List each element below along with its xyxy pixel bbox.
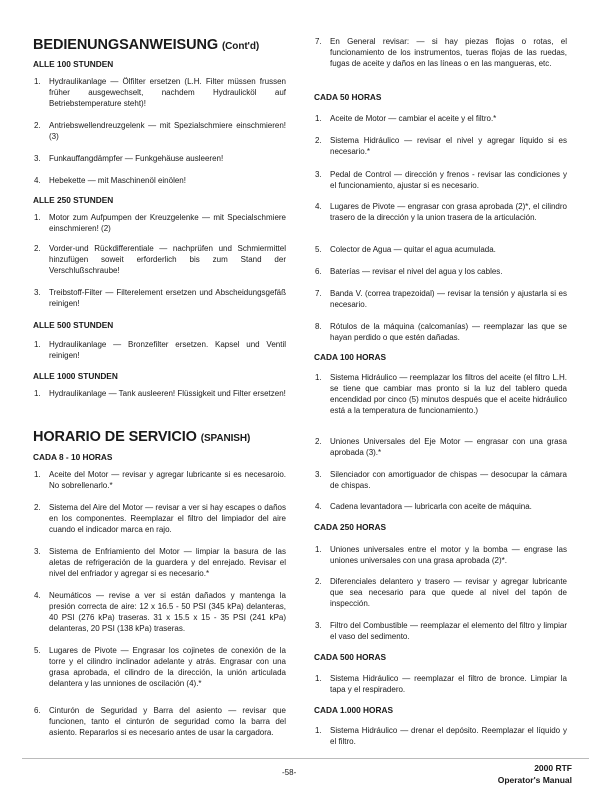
list-item bbox=[314, 321, 567, 343]
item-text: Hydraulikanlage — Tank ausleeren! Flüssigkeit und Filter ersetzen! bbox=[49, 389, 286, 398]
item-text: Cinturón de Seguridad y Barra del asiento — revisar que funcionen, tanto el cinturón de seguridad como la barra del asiento. Repararlos si es necesario antes de usar la cargadora. bbox=[49, 706, 286, 737]
list-item bbox=[33, 546, 286, 579]
item-number: 4. bbox=[34, 176, 41, 185]
list-item bbox=[33, 339, 286, 361]
item-number: 1. bbox=[34, 213, 41, 222]
list-item bbox=[33, 212, 286, 234]
page-number: -58- bbox=[282, 768, 297, 777]
list-item bbox=[33, 705, 286, 738]
section-heading: ALLE 1000 STUNDEN bbox=[33, 371, 118, 381]
item-text: Vorder-und Rückdifferentiale — nachprüfen und Schmiermittel hinzufügen soweit erforderlich bis zum Stand der Verschlußschraube! bbox=[49, 244, 286, 275]
item-number: 1. bbox=[315, 726, 322, 735]
left-column bbox=[33, 0, 286, 792]
item-number: 7. bbox=[315, 289, 322, 298]
item-number: 2. bbox=[315, 437, 322, 446]
list-item bbox=[314, 501, 567, 512]
item-text: Sistema de Enfriamiento del Motor — limpiar la basura de las aletas de refrigeración de la guardera y del enrejado. Revisar el nivel del enfriador y agregar si es necesario.* bbox=[49, 547, 286, 578]
list-item bbox=[314, 169, 567, 191]
page-title bbox=[33, 37, 259, 53]
list-item bbox=[314, 469, 567, 491]
item-text: Lugares de Pivote — engrasar con grasa aprobada (2)*, el cilindro trasero de la dirección y la union trasera de la articulación. bbox=[330, 202, 567, 222]
section-heading: CADA 8 - 10 HORAS bbox=[33, 452, 113, 462]
item-number: 1. bbox=[315, 545, 322, 554]
item-text: Sistema Hidráulico — revisar el nivel y agregar líquido si es necesario.* bbox=[330, 136, 567, 156]
section-heading: CADA 1.000 HORAS bbox=[314, 705, 393, 715]
item-number: 4. bbox=[315, 502, 322, 511]
item-number: 2. bbox=[34, 121, 41, 130]
item-number: 3. bbox=[34, 547, 41, 556]
list-item bbox=[33, 388, 286, 399]
item-text: Hydraulikanlage — Bronzefilter ersetzen. Kapsel und Ventil reinigen! bbox=[49, 340, 286, 360]
item-text: Aceite de Motor — cambiar el aceite y el filtro.* bbox=[330, 114, 497, 123]
item-text: Colector de Agua — quitar el agua acumulada. bbox=[330, 245, 496, 254]
item-text: Antriebswellendreuzgelenk — mit Spezialschmiere einschmieren! (3) bbox=[49, 121, 286, 141]
list-item bbox=[33, 175, 286, 186]
item-text: Sistema Hidráulico — reemplazar el filtro de bronce. Limpiar la tapa y el respiradero. bbox=[330, 674, 567, 694]
item-number: 1. bbox=[315, 114, 322, 123]
list-item bbox=[314, 201, 567, 223]
item-text: Motor zum Aufpumpen der Kreuzgelenke — mit Specialschmiere einschmieren! (2) bbox=[49, 213, 286, 233]
title-text: HORARIO DE SERVICIO bbox=[33, 429, 197, 445]
item-number: 2. bbox=[315, 577, 322, 586]
list-item bbox=[314, 544, 567, 566]
item-number: 5. bbox=[315, 245, 322, 254]
manual-title bbox=[498, 762, 572, 786]
item-number: 1. bbox=[315, 373, 322, 382]
item-text: Rótulos de la máquina (calcomanías) — reemplazar las que se hayan perdido o que estén dañadas. bbox=[330, 322, 567, 342]
item-number: 7. bbox=[315, 37, 322, 46]
list-item bbox=[314, 576, 567, 609]
manual-name: Operator's Manual bbox=[497, 775, 572, 785]
item-text: En General revisar: — si hay piezas flojas o rotas, el funcionamiento de los instrumentos, tueras flojas de las ruedas, fugas de aceite y daños en las líneas o en las mangueras, etc. bbox=[330, 37, 567, 68]
footer-divider bbox=[22, 758, 589, 759]
item-text: Cadena levantadora — lubricarla con aceite de máquina. bbox=[330, 502, 532, 511]
list-item bbox=[33, 243, 286, 276]
item-text: Filtro del Combustible — reemplazar el elemento del filtro y limpiar el vaso del sedimento. bbox=[330, 621, 567, 641]
item-number: 1. bbox=[34, 389, 41, 398]
list-item bbox=[33, 287, 286, 309]
item-text: Pedal de Control — dirección y frenos - revisar las condiciones y el funcionamiento, ajustar si es necesario. bbox=[330, 170, 567, 190]
section-heading: ALLE 500 STUNDEN bbox=[33, 320, 114, 330]
item-text: Banda V. (correa trapezoidal) — revisar la tensión y ajustarla si es necesario. bbox=[330, 289, 567, 309]
item-text: Lugares de Pivote — Engrasar los cojinetes de conexión de la torre y el cilindro inclinador adelante y atrás. Engrasar con una grasa aprobada, el cilindro de la dirección, la unión articulada delantera y las unniones de oscilación (4).* bbox=[49, 646, 286, 688]
list-item bbox=[314, 725, 567, 747]
list-item bbox=[33, 502, 286, 535]
item-number: 4. bbox=[315, 202, 322, 211]
list-item bbox=[314, 620, 567, 642]
item-number: 2. bbox=[34, 503, 41, 512]
item-text: Aceite del Motor — revisar y agregar lubricante si es necesaroio. No sobrellenarlo.* bbox=[49, 470, 286, 490]
item-number: 1. bbox=[34, 77, 41, 86]
item-text: Sistema del Aire del Motor — revisar a ver si hay escapes o daños en los componentes. Reemplazar el filtro del limpiador del aire cuando el indicador marca en rajo. bbox=[49, 503, 286, 534]
item-number: 3. bbox=[315, 170, 322, 179]
list-item bbox=[314, 244, 567, 255]
list-item bbox=[33, 645, 286, 689]
item-number: 1. bbox=[315, 674, 322, 683]
item-number: 6. bbox=[315, 267, 322, 276]
spanish-title bbox=[33, 429, 250, 445]
item-text: Neumáticos — revise a ver si están dañados y mantenga la presión correcta de aire: 12 x 16.5 - 50 PSI (345 kPa) delanteras, 40 PSI (276 kPa) traseras. 31 x 15.5 x 15 - 35 PSI (241 kPa) delanteras, 20 PSI (138 kPa) traseras. bbox=[49, 591, 286, 633]
item-text: Hebekette — mit Maschinenöl einölen! bbox=[49, 176, 186, 185]
model-name: 2000 RTF bbox=[534, 763, 572, 773]
item-number: 1. bbox=[34, 340, 41, 349]
item-number: 4. bbox=[34, 591, 41, 600]
title-suffix: (SPANISH) bbox=[200, 433, 251, 444]
section-heading: CADA 100 HORAS bbox=[314, 352, 387, 362]
list-item bbox=[314, 436, 567, 458]
section-heading: ALLE 100 STUNDEN bbox=[33, 59, 114, 69]
item-text: Sistema Hidráulico — drenar el depósito. Reemplazar el líquido y el filtro. bbox=[330, 726, 567, 746]
list-item bbox=[314, 135, 567, 157]
item-number: 2. bbox=[315, 136, 322, 145]
item-text: Uniones Universales del Eje Motor — engrasar con una grasa aprobada (3).* bbox=[330, 437, 567, 457]
title-text: BEDIENUNGSANWEISUNG bbox=[33, 37, 219, 53]
item-number: 2. bbox=[34, 244, 41, 253]
item-number: 8. bbox=[315, 322, 322, 331]
list-item bbox=[314, 113, 567, 124]
title-suffix: (Cont'd) bbox=[221, 41, 260, 52]
item-text: Hydraulikanlage — Ölfilter ersetzen (L.H. Filter müssen frussen früher ausgewechselt, nachdem Hydraulicköl auf Betriebstemperature steht)! bbox=[49, 77, 286, 108]
item-text: Uniones universales entre el motor y la bomba — engrase las uniones universales con una grasa aprobada (2)*. bbox=[330, 545, 567, 565]
list-item bbox=[33, 590, 286, 634]
list-item bbox=[33, 153, 286, 164]
item-number: 5. bbox=[34, 646, 41, 655]
item-text: Silenciador con amortiguador de chispas — desocupar la cámara de chispas. bbox=[330, 470, 567, 490]
list-item bbox=[314, 673, 567, 695]
list-item bbox=[314, 288, 567, 310]
list-item bbox=[33, 76, 286, 109]
right-column bbox=[314, 0, 567, 792]
item-text: Baterías — revisar el nivel del agua y los cables. bbox=[330, 267, 503, 276]
list-item bbox=[33, 469, 286, 491]
section-heading: CADA 250 HORAS bbox=[314, 522, 387, 532]
item-number: 1. bbox=[34, 470, 41, 479]
item-number: 3. bbox=[315, 621, 322, 630]
section-heading: ALLE 250 STUNDEN bbox=[33, 195, 114, 205]
list-item bbox=[314, 266, 567, 277]
item-text: Treibstoff-Filter — Filterelement ersetzen und Abscheidungsgefäß reinigen! bbox=[49, 288, 286, 308]
list-item bbox=[314, 36, 567, 69]
item-number: 3. bbox=[34, 154, 41, 163]
item-number: 6. bbox=[34, 706, 41, 715]
section-heading: CADA 500 HORAS bbox=[314, 652, 387, 662]
item-number: 3. bbox=[34, 288, 41, 297]
item-text: Sistema Hidráulico — reemplazar los filtros del aceite (el filtro L.H. se tiene que cambiar mas pronto si la luz del tablero queda encendidad por cinco (5) minutos después que el aceite hidráulico está a la temperatura de funcionamiento.) bbox=[330, 373, 567, 415]
item-text: Funkauffangdämpfer — Funkgehäuse ausleeren! bbox=[49, 154, 224, 163]
item-text: Diferenciales delantero y trasero — revisar y agregar lubricante que sea necesario para que quede al nivel del tapón de inspección. bbox=[330, 577, 567, 608]
item-number: 3. bbox=[315, 470, 322, 479]
section-heading: CADA 50 HORAS bbox=[314, 92, 382, 102]
list-item bbox=[33, 120, 286, 142]
list-item bbox=[314, 372, 567, 416]
